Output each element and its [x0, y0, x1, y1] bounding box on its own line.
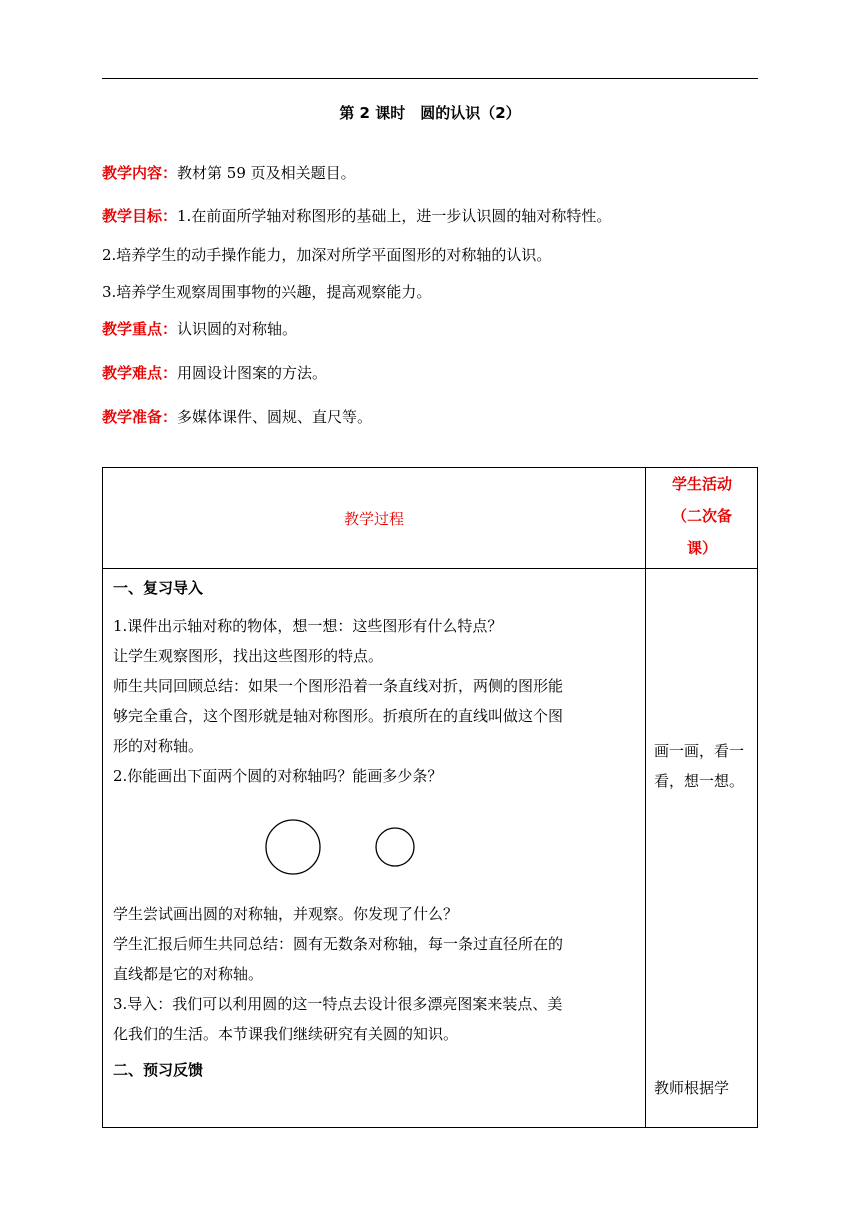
meta-text: 认识圆的对称轴。	[177, 320, 298, 338]
section-heading: 一、复习导入	[113, 579, 204, 597]
meta-key	[102, 318, 297, 339]
table-header-row	[103, 468, 757, 569]
side-note-teacher: 教师根据学	[654, 1079, 730, 1097]
body-line: 2.你能画出下面两个圆的对称轴吗？能画多少条？	[113, 767, 443, 785]
meta-label: 教学内容：	[102, 164, 178, 182]
small-circle	[376, 828, 414, 866]
meta-text: 用圆设计图案的方法。	[177, 364, 328, 382]
meta-label: 教学准备：	[102, 408, 178, 426]
meta-prep	[102, 406, 372, 427]
side-note-line: 看，想一想。	[654, 772, 745, 790]
body-line: 学生汇报后师生共同总结：圆有无数条对称轴，每一条过直径所在的	[113, 935, 564, 953]
meta-text: 2.培养学生的动手操作能力，加深对所学平面图形的对称轴的认识。	[102, 246, 552, 264]
meta-text: 3.培养学生观察周围事物的兴趣，提高观察能力。	[102, 283, 432, 301]
meta-label: 教学难点：	[102, 364, 178, 382]
page-title: 第 2 课时 圆的认识（2）	[339, 104, 521, 122]
meta-difficulty	[102, 362, 327, 383]
header-process: 教学过程	[343, 510, 404, 528]
meta-goal-2	[102, 244, 551, 265]
body-line: 让学生观察图形，找出这些图形的特点。	[113, 647, 384, 665]
body-line: 3.导入：我们可以利用圆的这一特点去设计很多漂亮图案来装点、美	[113, 995, 563, 1013]
body-line: 学生尝试画出圆的对称轴，并观察。你发现了什么？	[113, 905, 459, 923]
meta-goal	[102, 205, 611, 226]
header-side-line: 学生活动	[671, 475, 732, 493]
process-body	[113, 569, 633, 1085]
body-line: 1.课件出示轴对称的物体，想一想：这些图形有什么特点？	[113, 617, 503, 635]
body-line: 形的对称轴。	[113, 737, 204, 755]
body-line: 够完全重合，这个图形就是轴对称图形。折痕所在的直线叫做这个图	[113, 707, 564, 725]
meta-label: 教学目标：	[102, 207, 178, 225]
meta-label: 教学重点：	[102, 320, 178, 338]
meta-text: 多媒体课件、圆规、直尺等。	[177, 408, 373, 426]
header-side-line: 课）	[686, 539, 717, 557]
section-heading: 二、预习反馈	[113, 1061, 204, 1079]
circles-figure	[113, 791, 633, 899]
side-note-line: 画一画，看一	[654, 742, 745, 760]
meta-text: 1.在前面所学轴对称图形的基础上，进一步认识圆的轴对称特性。	[177, 207, 612, 225]
body-line: 师生共同回顾总结：如果一个图形沿着一条直线对折，两侧的图形能	[113, 677, 564, 695]
meta-goal-3	[102, 281, 431, 302]
lesson-table	[102, 467, 758, 1128]
large-circle	[266, 820, 320, 874]
header-side-line: （二次备	[671, 507, 732, 525]
side-note-draw	[654, 736, 758, 796]
header-rule	[102, 78, 758, 79]
circles-svg	[113, 791, 633, 899]
header-student-activity	[646, 468, 758, 569]
meta-content	[102, 162, 356, 183]
meta-text: 教材第 59 页及相关题目。	[177, 164, 356, 182]
body-line: 化我们的生活。本节课我们继续研究有关圆的知识。	[113, 1025, 459, 1043]
body-line: 直线都是它的对称轴。	[113, 965, 264, 983]
